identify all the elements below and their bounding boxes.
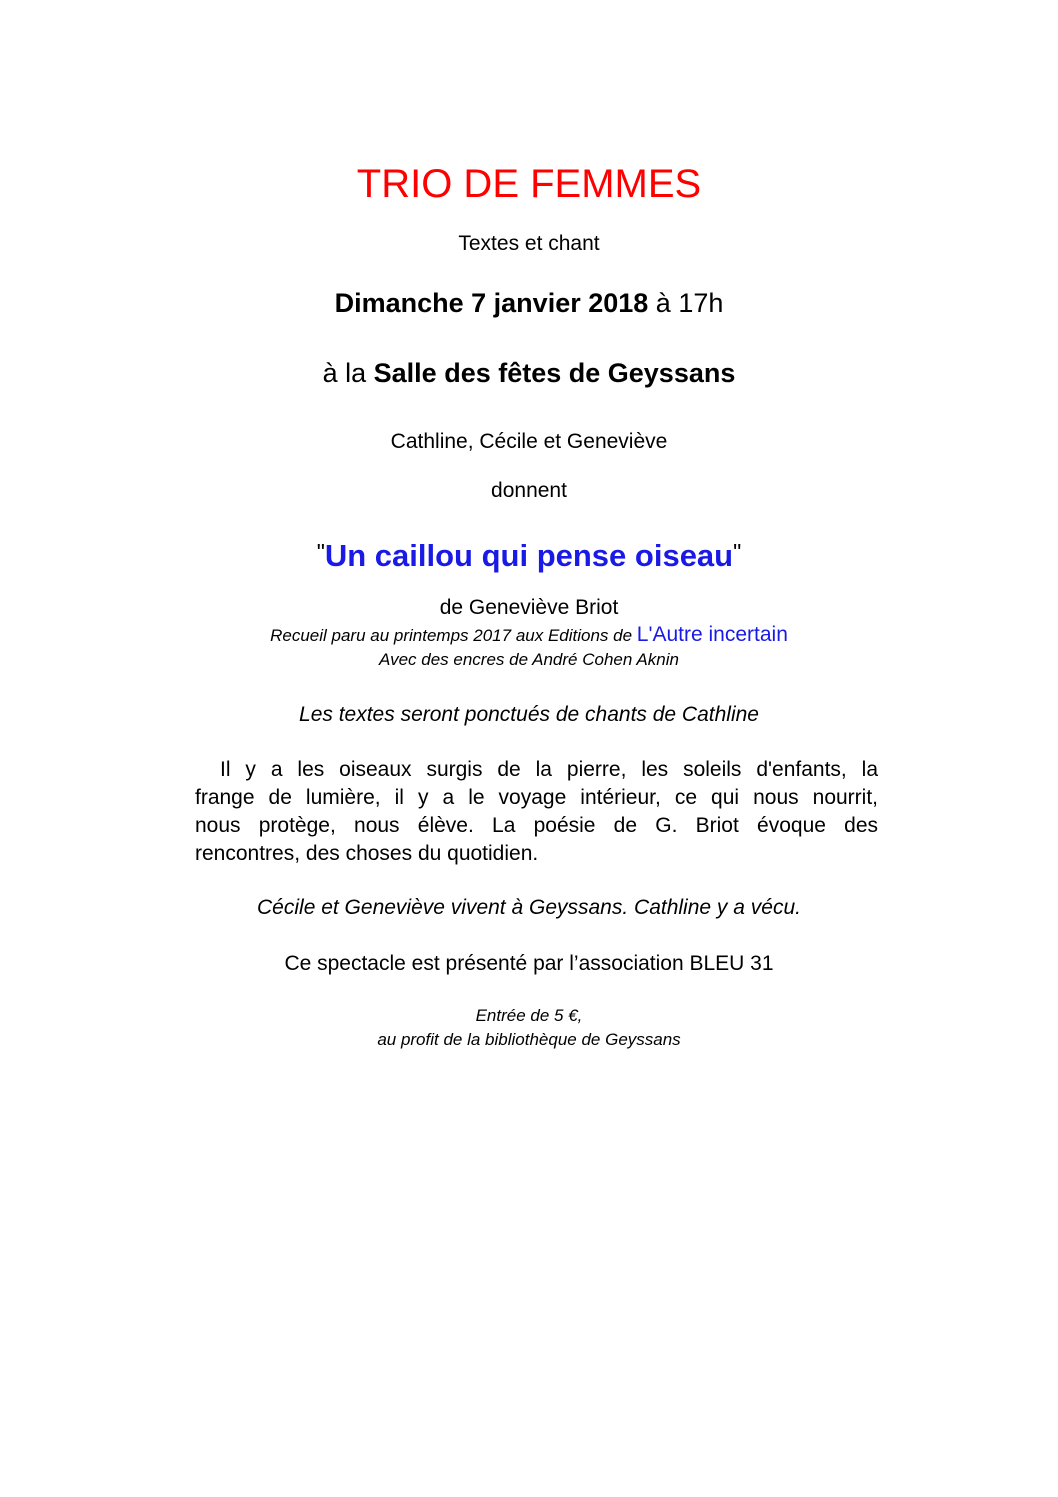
residence-note: Cécile et Geneviève vivent à Geyssans. Cathline y a vécu. (257, 896, 801, 919)
performers-verb: donnent (491, 479, 567, 502)
event-title: TRIO DE FEMMES (356, 162, 702, 206)
description-paragraph (195, 756, 878, 868)
recueil-text: Recueil paru au printemps 2017 aux Editions de (270, 626, 637, 645)
event-venue-line (0, 356, 1058, 390)
paragraph-line: Il y a les oiseaux surgis de la pierre, les soleils d'enfants, la (220, 758, 878, 781)
show-author: de Geneviève Briot (439, 596, 619, 619)
event-date: Dimanche 7 janvier 2018 (334, 288, 649, 318)
event-time: à 17h (648, 288, 724, 318)
entry-price: Entrée de 5 €, (475, 1006, 583, 1025)
venue-prefix: à la (322, 358, 374, 388)
recueil-line (0, 622, 1058, 649)
songs-note: Les textes seront ponctués de chants de Cathline (299, 703, 759, 726)
paragraph-line: nous protège, nous élève. La poésie de G. Briot évoque des (195, 814, 878, 837)
entry-beneficiary: au profit de la bibliothèque de Geyssans (377, 1030, 681, 1049)
paragraph-line: frange de lumière, il y a le voyage intérieur, ce qui nous nourrit, (195, 786, 878, 809)
quote-open: " (316, 539, 325, 565)
show-title: Un caillou qui pense oiseau (324, 538, 734, 573)
venue-name: Salle des fêtes de Geyssans (373, 358, 736, 388)
presenter-note: Ce spectacle est présenté par l’association BLEU 31 (284, 952, 774, 975)
paragraph-line: rencontres, des choses du quotidien. (195, 842, 539, 865)
publisher-name: L'Autre incertain (636, 623, 788, 646)
event-date-line (0, 286, 1058, 320)
quote-close: " (733, 539, 742, 565)
encres-credit: Avec des encres de André Cohen Aknin (379, 650, 679, 669)
show-title-line (0, 532, 1058, 576)
event-subtitle: Textes et chant (458, 232, 600, 255)
performers: Cathline, Cécile et Geneviève (390, 430, 668, 453)
